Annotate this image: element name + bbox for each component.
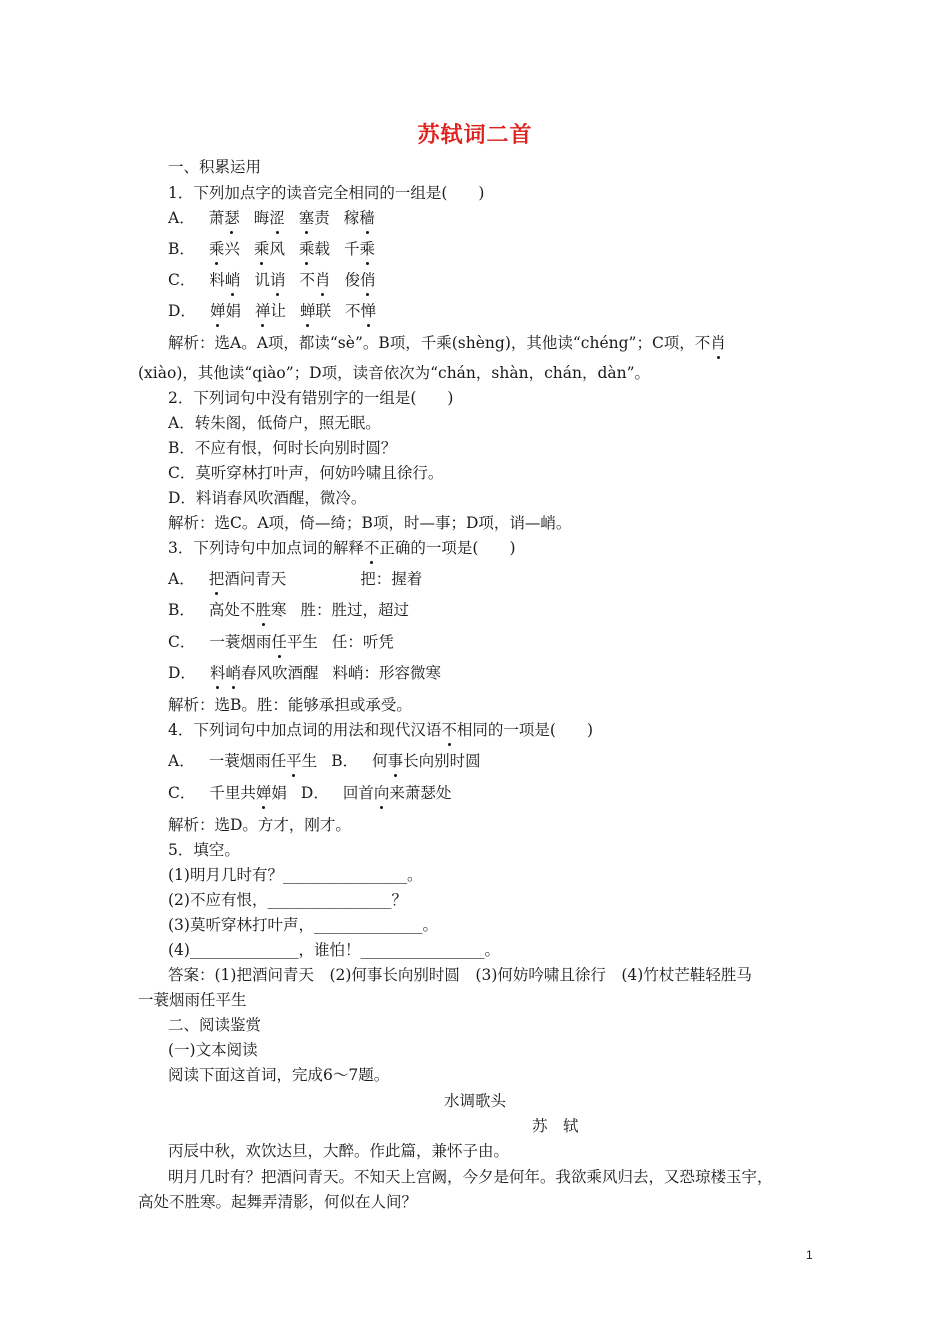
option-c: C． 一蓑烟雨任平生 任：听凭: [168, 633, 394, 651]
option-b: B． 乘兴 乘风 乘载 千乘: [168, 240, 376, 258]
question-stem: 2．下列词句中没有错别字的一组是( ): [168, 389, 454, 407]
section-heading: 一、积累运用: [168, 158, 262, 176]
option-a: A． 萧瑟 晦涩 塞责 稼穑: [168, 209, 375, 227]
analysis-text: (xiào)，其他读“qiào”；D项，读音依次为“chán，shàn，chán，dàn”。: [138, 364, 651, 382]
fill-blank: (4)______________，谁怕！________________。: [168, 941, 500, 959]
instruction-text: 阅读下面这首词，完成6～7题。: [168, 1066, 390, 1084]
option-ab: A． 一蓑烟雨任平生 B． 何事长向别时圆: [168, 752, 481, 770]
page-title: 苏轼词二首: [417, 123, 533, 148]
poem-title: 水调歌头: [443, 1092, 506, 1110]
option-c: C．莫听穿林打叶声，何妨吟啸且徐行。: [168, 464, 444, 482]
analysis-text: 解析：选C。A项，倚—绮；B项，时—事；D项，诮—峭。: [168, 514, 572, 532]
fill-blank: (2)不应有恨，________________？: [168, 891, 407, 909]
analysis-text: 解析：选A。A项，都读“sè”。B项，千乘(shèng)，其他读“chéng”；C项，不肖: [168, 334, 726, 352]
fill-blank: (3)莫听穿林打叶声，______________。: [168, 916, 438, 934]
option-b: B． 高处不胜寒 胜：胜过，超过: [168, 601, 409, 619]
option-d: D． 婵娟 禅让 蝉联 不惮: [168, 302, 377, 320]
answer-text: 一蓑烟雨任平生: [138, 991, 247, 1009]
option-cd: C． 千里共婵娟 D． 回首向来萧瑟处: [168, 784, 452, 802]
section-heading: 二、阅读鉴赏: [168, 1016, 262, 1034]
poem-author: 苏 轼: [532, 1117, 579, 1135]
question-stem: 1．下列加点字的读音完全相同的一组是( ): [168, 184, 485, 202]
poem-line: 高处不胜寒。起舞弄清影，何似在人间？: [138, 1193, 418, 1211]
question-stem: 5．填空。: [168, 841, 240, 859]
poem-preface: 丙辰中秋，欢饮达旦，大醉。作此篇，兼怀子由。: [168, 1142, 510, 1160]
page-number: 1: [806, 1248, 813, 1262]
option-a: A． 把酒问青天 把：握着: [168, 570, 423, 588]
option-d: D．料诮春风吹酒醒，微冷。: [168, 489, 367, 507]
fill-blank: (1)明月几时有？________________。: [168, 866, 423, 884]
answer-text: 答案：(1)把酒问青天 (2)何事长向别时圆 (3)何妨吟啸且徐行 (4)竹杖芒鞋轻胜马: [168, 966, 752, 984]
question-stem: 3．下列诗句中加点词的解释不正确的一项是( ): [168, 539, 516, 557]
option-c: C． 料峭 讥诮 不肖 俊俏: [168, 271, 376, 289]
option-b: B．不应有恨，何时长向别时圆？: [168, 439, 397, 457]
option-d: D． 料峭春风吹酒醒 料峭：形容微寒: [168, 664, 441, 682]
option-a: A．转朱阁，低倚户，照无眠。: [168, 414, 381, 432]
subsection-heading: (一)文本阅读: [168, 1041, 258, 1059]
question-stem: 4．下列词句中加点词的用法和现代汉语不相同的一项是( ): [168, 721, 593, 739]
analysis-text: 解析：选D。方才，刚才。: [168, 816, 351, 834]
analysis-text: 解析：选B。胜：能够承担或承受。: [168, 696, 412, 714]
poem-line: 明月几时有？把酒问青天。不知天上宫阙，今夕是何年。我欲乘风归去，又恐琼楼玉宇，: [168, 1168, 773, 1186]
